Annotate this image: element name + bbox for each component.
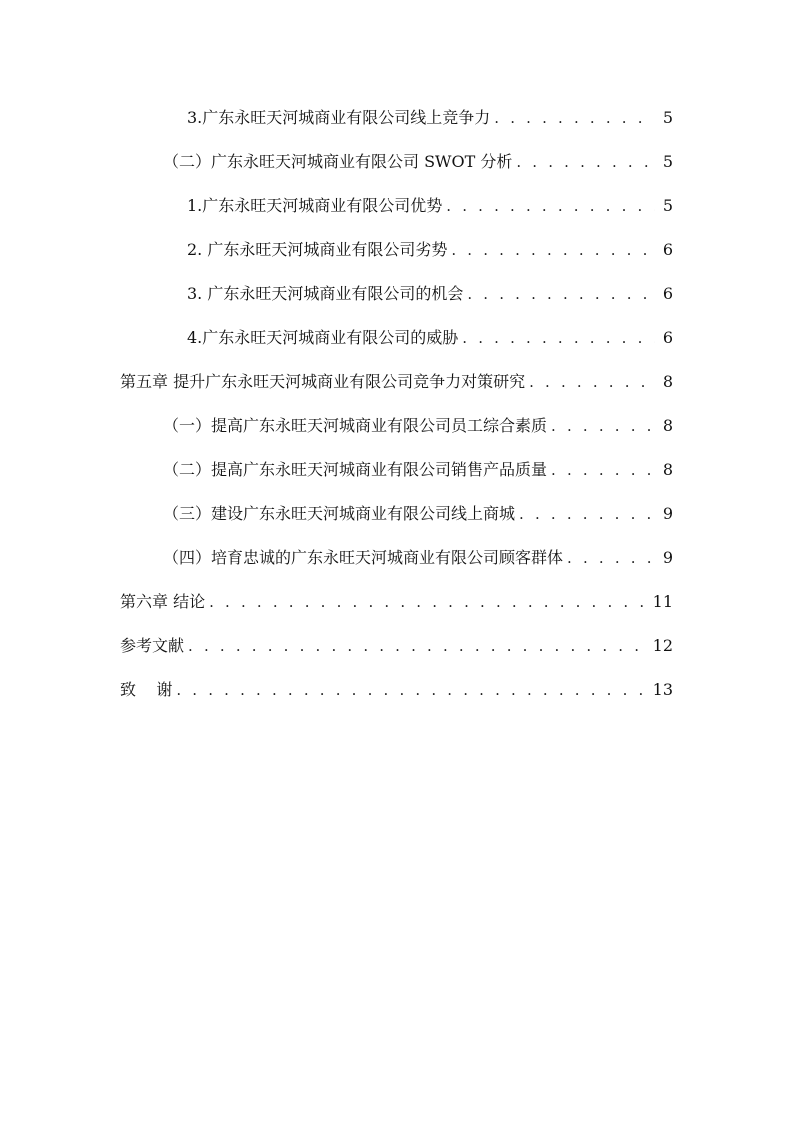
- toc-chapter-entry[interactable]: [120, 367, 673, 397]
- toc-page-number: 8: [662, 372, 673, 391]
- toc-dot-leader: [447, 235, 655, 265]
- toc-dot-leader: [512, 147, 655, 177]
- toc-entry-title: 3. 广东永旺天河城商业有限公司的机会: [187, 284, 464, 303]
- toc-dot-leader: [205, 587, 649, 617]
- toc-dot-leader: [547, 411, 655, 441]
- toc-page-number: 11: [652, 592, 673, 611]
- toc-dot-leader: [490, 103, 655, 133]
- toc-entry-title: 4.广东永旺天河城商业有限公司的威胁: [187, 328, 459, 347]
- toc-entry[interactable]: [163, 147, 673, 177]
- toc-dot-leader: [184, 631, 649, 661]
- toc-dot-leader: [458, 323, 655, 353]
- toc-entry[interactable]: [163, 411, 673, 441]
- toc-dot-leader: [463, 279, 655, 309]
- toc-entry[interactable]: [163, 455, 673, 485]
- toc-entry-title: 第五章 提升广东永旺天河城商业有限公司竞争力对策研究: [120, 372, 526, 391]
- toc-entry-title: 2. 广东永旺天河城商业有限公司劣势: [187, 240, 448, 259]
- toc-entry[interactable]: [187, 323, 673, 353]
- toc-entry-title: （一）提高广东永旺天河城商业有限公司员工综合素质: [163, 416, 548, 435]
- toc-entry[interactable]: [187, 191, 673, 221]
- toc-page-number: 9: [662, 504, 673, 523]
- toc-entry-title: （四）培育忠诚的广东永旺天河城商业有限公司顾客群体: [163, 548, 564, 567]
- toc-page-number: 6: [662, 240, 673, 259]
- toc-dot-leader: [547, 455, 655, 485]
- toc-page-number: 5: [662, 196, 673, 215]
- toc-entry[interactable]: [187, 279, 673, 309]
- toc-page-number: 8: [662, 416, 673, 435]
- toc-entry-title: 3.广东永旺天河城商业有限公司线上竞争力: [187, 108, 491, 127]
- toc-page-number: 12: [652, 636, 673, 655]
- toc-page-number: 9: [662, 548, 673, 567]
- toc-dot-leader: [525, 367, 655, 397]
- toc-entry[interactable]: [187, 103, 673, 133]
- toc-page-number: 13: [652, 680, 673, 699]
- toc-entry-title: （二）广东永旺天河城商业有限公司 SWOT 分析: [163, 152, 513, 171]
- toc-dot-leader: [442, 191, 655, 221]
- toc-chapter-entry[interactable]: [120, 675, 673, 705]
- toc-dot-leader: [563, 543, 655, 573]
- toc-page-number: 5: [662, 108, 673, 127]
- toc-entry[interactable]: [163, 499, 673, 529]
- toc-chapter-entry[interactable]: [120, 631, 673, 661]
- toc-page-number: 8: [662, 460, 673, 479]
- toc-entry-title: 参考文献: [120, 636, 185, 655]
- toc-entry-title: 1.广东永旺天河城商业有限公司优势: [187, 196, 443, 215]
- toc-page-number: 5: [662, 152, 673, 171]
- toc-dot-leader: [172, 675, 648, 705]
- toc-entry-title: （二）提高广东永旺天河城商业有限公司销售产品质量: [163, 460, 548, 479]
- toc-dot-leader: [515, 499, 655, 529]
- toc-entry[interactable]: [163, 543, 673, 573]
- toc-entry-title: 致 谢: [120, 680, 173, 699]
- toc-chapter-entry[interactable]: [120, 587, 673, 617]
- toc-entry-title: 第六章 结论: [120, 592, 206, 611]
- toc-entry-title: （三）建设广东永旺天河城商业有限公司线上商城: [163, 504, 516, 523]
- toc-page-number: 6: [662, 328, 673, 347]
- toc-page-number: 6: [662, 284, 673, 303]
- toc-entry[interactable]: [187, 235, 673, 265]
